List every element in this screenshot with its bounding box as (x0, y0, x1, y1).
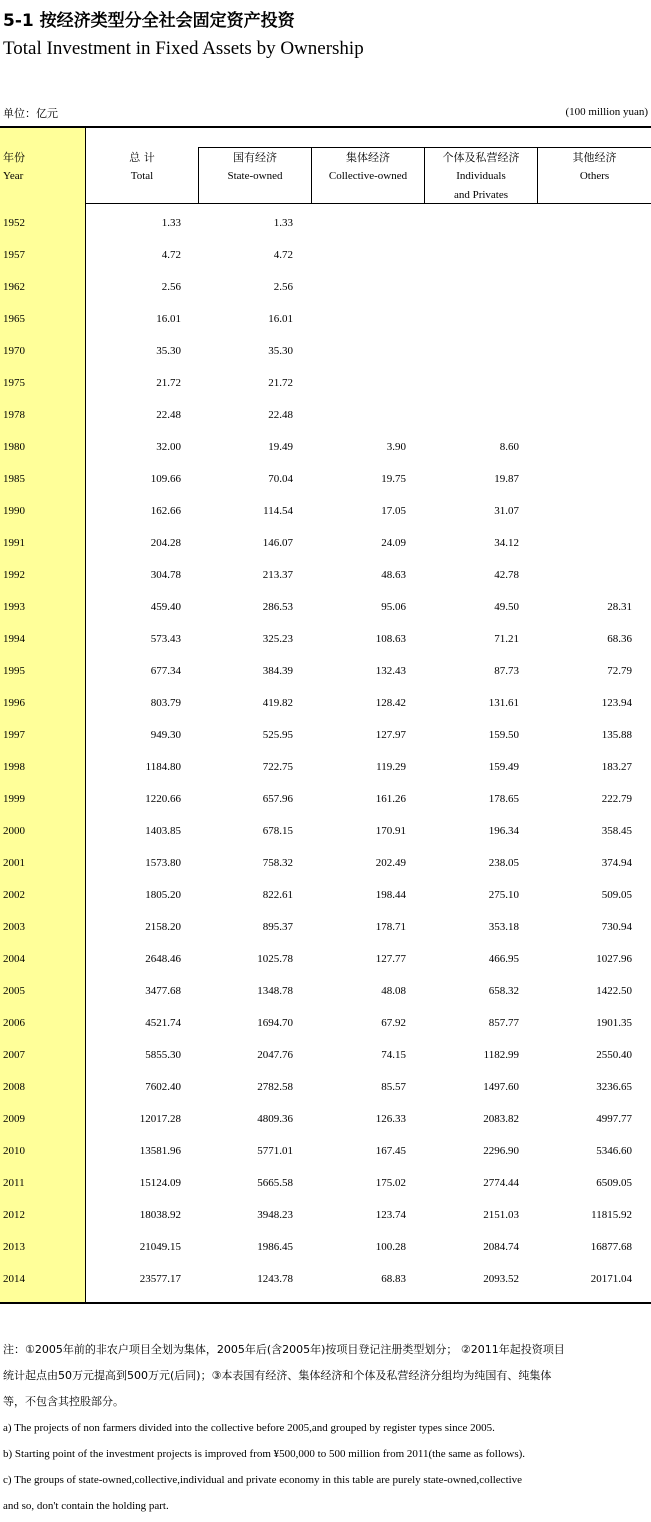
table-row (0, 238, 651, 270)
page-title-zh: 5-1 按经济类型分全社会固定资产投资 (3, 11, 295, 31)
table-row (0, 718, 651, 750)
cell-state-owned: 35.30 (268, 345, 293, 357)
cell-collective: 170.91 (375, 825, 406, 837)
cell-individuals-privates: 1182.99 (483, 1049, 519, 1061)
cell-state-owned: 384.39 (262, 665, 293, 677)
cell-year: 1990 (3, 505, 25, 517)
cell-total: 22.48 (156, 409, 181, 421)
note-en-c: c) The groups of state-owned,collective,individual and private economy in this table are purely state-owned,collective (3, 1474, 523, 1486)
table-row (0, 1102, 651, 1134)
header-collective-owned: 集体经济 Collective-owned (328, 151, 408, 182)
cell-individuals-privates: 857.77 (488, 1017, 519, 1029)
table-row (0, 1230, 651, 1262)
cell-individuals-privates: 178.65 (488, 793, 519, 805)
table-row (0, 1006, 651, 1038)
cell-year: 1975 (3, 377, 25, 389)
cell-state-owned: 1.33 (273, 217, 293, 229)
table-row (0, 1198, 651, 1230)
table-row (0, 942, 651, 974)
table-row (0, 526, 651, 558)
cell-state-owned: 114.54 (263, 505, 293, 517)
cell-state-owned: 1243.78 (257, 1273, 293, 1285)
cell-individuals-privates: 2093.52 (483, 1273, 519, 1285)
cell-year: 1996 (3, 697, 25, 709)
table-row (0, 1262, 651, 1294)
cell-total: 1573.80 (145, 857, 181, 869)
cell-others: 68.36 (607, 633, 632, 645)
cell-year: 2014 (3, 1273, 25, 1285)
cell-year: 1994 (3, 633, 25, 645)
cell-total: 12017.28 (139, 1113, 181, 1125)
cell-others: 183.27 (601, 761, 632, 773)
cell-collective: 178.71 (375, 921, 406, 933)
table-row (0, 782, 651, 814)
table-row (0, 462, 651, 494)
cell-individuals-privates: 8.60 (499, 441, 519, 453)
cell-state-owned: 70.04 (268, 473, 293, 485)
note-zh-line: 等，不包含其控股部分。 (3, 1395, 124, 1408)
cell-individuals-privates: 71.21 (494, 633, 519, 645)
cell-others: 16877.68 (590, 1241, 632, 1253)
table-row (0, 558, 651, 590)
cell-others: 5346.60 (596, 1145, 632, 1157)
cell-others: 374.94 (601, 857, 632, 869)
cell-collective: 127.97 (375, 729, 406, 741)
cell-individuals-privates: 196.34 (488, 825, 519, 837)
cell-others: 4997.77 (596, 1113, 632, 1125)
cell-year: 1992 (3, 569, 25, 581)
table-row (0, 1070, 651, 1102)
cell-collective: 167.45 (375, 1145, 406, 1157)
cell-individuals-privates: 2151.03 (483, 1209, 519, 1221)
cell-individuals-privates: 275.10 (488, 889, 519, 901)
unit-label-en: (100 million yuan) (565, 106, 648, 118)
unit-label-zh: 单位：亿元 (3, 107, 58, 120)
table-row (0, 1166, 651, 1198)
table-row (0, 270, 651, 302)
cell-state-owned: 5771.01 (257, 1145, 293, 1157)
header-year: 年份 Year (3, 151, 25, 182)
cell-state-owned: 419.82 (262, 697, 293, 709)
cell-state-owned: 1348.78 (257, 985, 293, 997)
table-row (0, 334, 651, 366)
cell-state-owned: 722.75 (262, 761, 293, 773)
cell-state-owned: 2047.76 (257, 1049, 293, 1061)
table-row (0, 1038, 651, 1070)
cell-total: 16.01 (156, 313, 181, 325)
cell-total: 2648.46 (145, 953, 181, 965)
cell-state-owned: 5665.58 (257, 1177, 293, 1189)
cell-state-owned: 146.07 (262, 537, 293, 549)
cell-collective: 175.02 (375, 1177, 406, 1189)
cell-total: 803.79 (150, 697, 181, 709)
cell-state-owned: 895.37 (262, 921, 293, 933)
cell-year: 2009 (3, 1113, 25, 1125)
cell-collective: 198.44 (375, 889, 406, 901)
cell-year: 1999 (3, 793, 25, 805)
cell-individuals-privates: 159.49 (488, 761, 519, 773)
cell-individuals-privates: 42.78 (494, 569, 519, 581)
table-row (0, 750, 651, 782)
cell-state-owned: 1986.45 (257, 1241, 293, 1253)
cell-total: 677.34 (150, 665, 181, 677)
cell-collective: 17.05 (381, 505, 406, 517)
cell-state-owned: 758.32 (262, 857, 293, 869)
cell-individuals-privates: 238.05 (488, 857, 519, 869)
cell-year: 2004 (3, 953, 25, 965)
cell-collective: 19.75 (381, 473, 406, 485)
cell-total: 5855.30 (145, 1049, 181, 1061)
cell-year: 1998 (3, 761, 25, 773)
cell-total: 1403.85 (145, 825, 181, 837)
cell-state-owned: 16.01 (268, 313, 293, 325)
cell-others: 730.94 (601, 921, 632, 933)
table-row (0, 622, 651, 654)
table-top-rule (0, 126, 651, 128)
cell-others: 11815.92 (591, 1209, 632, 1221)
cell-total: 162.66 (150, 505, 181, 517)
cell-individuals-privates: 34.12 (494, 537, 519, 549)
cell-total: 7602.40 (145, 1081, 181, 1093)
cell-others: 72.79 (607, 665, 632, 677)
cell-year: 1952 (3, 217, 25, 229)
header-bottom-rule (85, 203, 651, 204)
cell-state-owned: 325.23 (262, 633, 293, 645)
cell-state-owned: 21.72 (268, 377, 293, 389)
table-row (0, 366, 651, 398)
cell-collective: 68.83 (381, 1273, 406, 1285)
cell-collective: 123.74 (375, 1209, 406, 1221)
note-zh-line: 注：①2005年前的非农户项目全划为集体，2005年后(含2005年)按项目登记注册类型划分； ②2011年起投资项目 (3, 1343, 565, 1356)
cell-total: 459.40 (150, 601, 181, 613)
table-row (0, 814, 651, 846)
cell-total: 4.72 (161, 249, 181, 261)
cell-state-owned: 3948.23 (257, 1209, 293, 1221)
cell-others: 222.79 (601, 793, 632, 805)
cell-state-owned: 525.95 (262, 729, 293, 741)
cell-collective: 108.63 (375, 633, 406, 645)
cell-collective: 48.63 (381, 569, 406, 581)
page-title-en: Total Investment in Fixed Assets by Ownership (3, 38, 364, 59)
cell-year: 1965 (3, 313, 25, 325)
cell-year: 2006 (3, 1017, 25, 1029)
cell-others: 509.05 (601, 889, 632, 901)
cell-total: 13581.96 (139, 1145, 181, 1157)
cell-year: 2007 (3, 1049, 25, 1061)
table-row (0, 398, 651, 430)
cell-state-owned: 22.48 (268, 409, 293, 421)
cell-total: 21049.15 (139, 1241, 181, 1253)
cell-state-owned: 286.53 (262, 601, 293, 613)
table-row (0, 878, 651, 910)
cell-total: 1805.20 (145, 889, 181, 901)
header-total: 总 计 Total (129, 151, 155, 182)
cell-year: 1957 (3, 249, 25, 261)
table-row (0, 846, 651, 878)
cell-year: 1993 (3, 601, 25, 613)
table-row (0, 302, 651, 334)
table-row (0, 654, 651, 686)
cell-year: 1995 (3, 665, 25, 677)
cell-others: 28.31 (607, 601, 632, 613)
cell-year: 2005 (3, 985, 25, 997)
cell-year: 2013 (3, 1241, 25, 1253)
table-row (0, 686, 651, 718)
cell-total: 32.00 (156, 441, 181, 453)
cell-total: 1.33 (161, 217, 181, 229)
cell-others: 358.45 (601, 825, 632, 837)
cell-collective: 95.06 (381, 601, 406, 613)
table-bottom-rule (0, 1302, 651, 1304)
cell-individuals-privates: 19.87 (494, 473, 519, 485)
cell-individuals-privates: 87.73 (494, 665, 519, 677)
cell-individuals-privates: 466.95 (488, 953, 519, 965)
cell-individuals-privates: 31.07 (494, 505, 519, 517)
cell-state-owned: 19.49 (268, 441, 293, 453)
cell-year: 2010 (3, 1145, 25, 1157)
cell-year: 1991 (3, 537, 25, 549)
cell-total: 21.72 (156, 377, 181, 389)
table-row (0, 206, 651, 238)
cell-state-owned: 1694.70 (257, 1017, 293, 1029)
cell-total: 573.43 (150, 633, 181, 645)
header-state-owned: 国有经济 State-owned (227, 151, 283, 182)
cell-state-owned: 4.72 (273, 249, 293, 261)
cell-year: 1978 (3, 409, 25, 421)
cell-year: 2002 (3, 889, 25, 901)
cell-total: 204.28 (150, 537, 181, 549)
table-row (0, 910, 651, 942)
cell-collective: 202.49 (375, 857, 406, 869)
cell-collective: 128.42 (375, 697, 406, 709)
cell-collective: 100.28 (375, 1241, 406, 1253)
note-en-b: b) Starting point of the investment projects is improved from ¥500,000 to 500 million from 2011(the same as follows). (3, 1448, 526, 1460)
cell-collective: 126.33 (375, 1113, 406, 1125)
cell-collective: 24.09 (381, 537, 406, 549)
cell-others: 1027.96 (596, 953, 632, 965)
cell-total: 35.30 (156, 345, 181, 357)
cell-state-owned: 657.96 (262, 793, 293, 805)
cell-collective: 85.57 (381, 1081, 406, 1093)
cell-year: 2001 (3, 857, 25, 869)
cell-others: 123.94 (601, 697, 632, 709)
table-row (0, 430, 651, 462)
note-en-a: a) The projects of non farmers divided into the collective before 2005,and grouped by register types since 2005. (3, 1422, 495, 1434)
cell-state-owned: 2782.58 (257, 1081, 293, 1093)
cell-total: 304.78 (150, 569, 181, 581)
cell-collective: 67.92 (381, 1017, 406, 1029)
cell-state-owned: 2.56 (273, 281, 293, 293)
note-zh-line: 统计起点由50万元提高到500万元(后同)；③本表国有经济、集体经济和个体及私营经济分组均为纯国有、纯集体 (3, 1369, 552, 1382)
cell-individuals-privates: 159.50 (488, 729, 519, 741)
note-en-c-cont: and so, don't contain the holding part. (3, 1500, 169, 1512)
cell-total: 949.30 (150, 729, 181, 741)
cell-collective: 127.77 (375, 953, 406, 965)
cell-individuals-privates: 1497.60 (483, 1081, 519, 1093)
cell-year: 2011 (3, 1177, 25, 1189)
cell-total: 1220.66 (145, 793, 181, 805)
cell-year: 2000 (3, 825, 25, 837)
table-row (0, 1134, 651, 1166)
cell-year: 1980 (3, 441, 25, 453)
cell-year: 1970 (3, 345, 25, 357)
cell-state-owned: 1025.78 (257, 953, 293, 965)
cell-total: 2158.20 (145, 921, 181, 933)
cell-state-owned: 213.37 (262, 569, 293, 581)
cell-total: 23577.17 (139, 1273, 181, 1285)
cell-year: 1962 (3, 281, 25, 293)
header-others: 其他经济 Others (572, 151, 617, 182)
cell-collective: 161.26 (375, 793, 406, 805)
cell-collective: 119.29 (376, 761, 406, 773)
cell-year: 2008 (3, 1081, 25, 1093)
cell-year: 1985 (3, 473, 25, 485)
table-row (0, 494, 651, 526)
footnotes (3, 1337, 648, 1519)
cell-others: 20171.04 (590, 1273, 632, 1285)
cell-individuals-privates: 2084.74 (483, 1241, 519, 1253)
cell-total: 1184.80 (145, 761, 181, 773)
cell-individuals-privates: 658.32 (488, 985, 519, 997)
cell-year: 1997 (3, 729, 25, 741)
cell-others: 3236.65 (596, 1081, 632, 1093)
cell-individuals-privates: 2083.82 (483, 1113, 519, 1125)
cell-others: 6509.05 (596, 1177, 632, 1189)
cell-total: 109.66 (150, 473, 181, 485)
cell-total: 2.56 (161, 281, 181, 293)
cell-collective: 48.08 (381, 985, 406, 997)
cell-individuals-privates: 2774.44 (483, 1177, 519, 1189)
cell-individuals-privates: 49.50 (494, 601, 519, 613)
cell-others: 135.88 (601, 729, 632, 741)
cell-year: 2003 (3, 921, 25, 933)
cell-others: 1901.35 (596, 1017, 632, 1029)
cell-others: 2550.40 (596, 1049, 632, 1061)
cell-individuals-privates: 131.61 (488, 697, 519, 709)
cell-collective: 74.15 (381, 1049, 406, 1061)
cell-year: 2012 (3, 1209, 25, 1221)
table-row (0, 974, 651, 1006)
cell-total: 18038.92 (139, 1209, 181, 1221)
cell-total: 4521.74 (145, 1017, 181, 1029)
cell-individuals-privates: 2296.90 (483, 1145, 519, 1157)
cell-total: 15124.09 (139, 1177, 181, 1189)
cell-collective: 132.43 (375, 665, 406, 677)
cell-state-owned: 4809.36 (257, 1113, 293, 1125)
cell-collective: 3.90 (386, 441, 406, 453)
table-row (0, 590, 651, 622)
cell-state-owned: 678.15 (262, 825, 293, 837)
cell-total: 3477.68 (145, 985, 181, 997)
cell-state-owned: 822.61 (262, 889, 293, 901)
cell-individuals-privates: 353.18 (488, 921, 519, 933)
cell-others: 1422.50 (596, 985, 632, 997)
header-individuals-privates: 个体及私营经济 Individuals and Privates (442, 151, 520, 201)
